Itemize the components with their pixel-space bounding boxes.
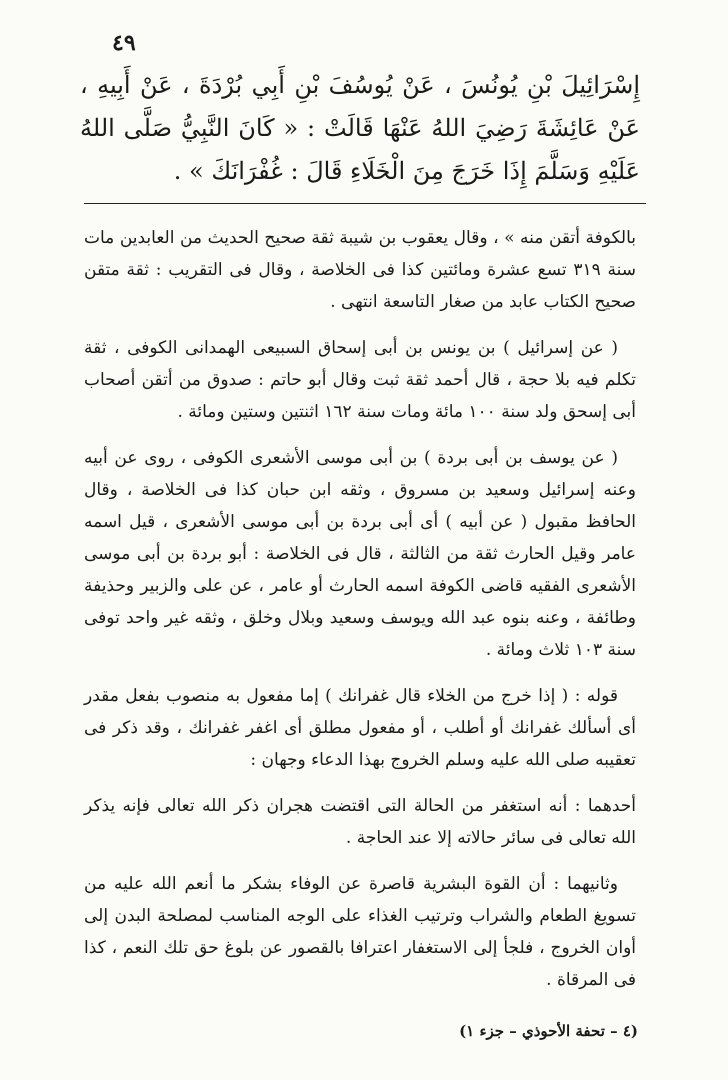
divider-line <box>84 203 646 204</box>
commentary-block <box>84 222 636 1010</box>
commentary-paragraph: قوله : ( إذا خرج من الخلاء قال غفرانك ) إما مفعول به منصوب بفعل مقدر أى أسألك غفرانك أو أطلب ، أو مفعول مطلق أى اغفر غفرانك ، وقد ذكر فى تعقيبه صلى الله عليه وسلم الخروج بهذا الدعاء وجهان : <box>84 686 636 770</box>
page-number: ٤٩ <box>112 30 136 56</box>
hadith-text-block <box>80 64 640 193</box>
hadith-text: إِسْرَائِيلَ بْنِ يُونُسَ ، عَنْ يُوسُفَ بْنِ أَبِي بُرْدَةَ ، عَنْ أَبِيهِ ، عَنْ عَائِشَةَ رَضِيَ اللهُ عَنْهَا قَالَتْ : « كَانَ النَّبِيُّ صَلَّى اللهُ عَلَيْهِ وَسَلَّمَ إِذَا خَرَجَ مِنَ الْخَلَاءِ قَالَ : غُفْرَانَكَ » . <box>80 71 640 185</box>
commentary-paragraph: ( عن إسرائيل ) بن يونس بن أبى إسحاق السبيعى الهمدانى الكوفى ، ثقة تكلم فيه بلا حجة ، قال أحمد ثقة ثبت وقال أبو حاتم : صدوق من أتقن أصحاب أبى إسحق ولد سنة ١٠٠ مائة ومات سنة ١٦٢ اثنتين وستين ومائة . <box>84 338 636 422</box>
footer-signature: (٤ – تحفة الأحوذي – جزء ١) <box>459 1022 638 1040</box>
commentary-paragraph: وثانيهما : أن القوة البشرية قاصرة عن الوفاء بشكر ما أنعم الله عليه من تسويغ الطعام والشراب وترتيب الغذاء على الوجه المناسب لمصلحة البدن إلى أوان الخروج ، فلجأ إلى الاستغفار اعترافا بالقصور عن بلوغ حق تلك النعم ، كذا فى المرقاة . <box>84 874 636 990</box>
commentary-paragraph: ( عن يوسف بن أبى بردة ) بن أبى موسى الأشعرى الكوفى ، روى عن أبيه وعنه إسرائيل وسعيد بن مسروق ، وثقه ابن حبان كذا فى الخلاصة ، وقال الحافظ مقبول ( عن أبيه ) أى أبى بردة بن أبى موسى الأشعرى ، قيل اسمه عامر وقيل الحارث ثقة من الثالثة ، قال فى الخلاصة : أبو بردة بن أبى موسى الأشعرى الفقيه قاضى الكوفة اسمه الحارث أو عامر ، عن على والزبير وحذيفة وطائفة ، وعنه بنوه عبد الله ويوسف وسعيد وبلال وخلق ، وثقه غير واحد توفى سنة ١٠٣ ثلاث ومائة . <box>84 448 636 660</box>
commentary-paragraph: بالكوفة أتقن منه » ، وقال يعقوب بن شيبة ثقة صحيح الحديث من العابدين مات سنة ٣١٩ تسع عشرة ومائتين كذا فى الخلاصة ، وقال فى التقريب : ثقة متقن صحيح الكتاب عابد من صغار التاسعة انتهى . <box>84 228 636 312</box>
commentary-paragraph: أحدهما : أنه استغفر من الحالة التى اقتضت هجران ذكر الله تعالى فإنه يذكر الله تعالى فى سائر حالاته إلا عند الحاجة . <box>84 796 636 848</box>
